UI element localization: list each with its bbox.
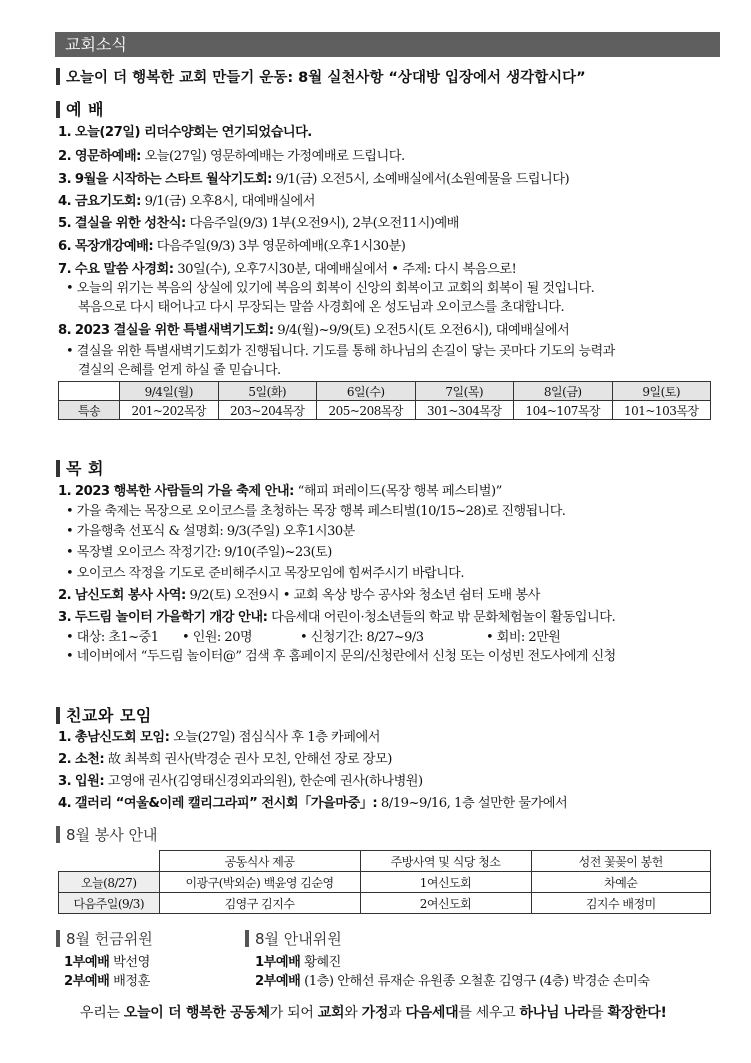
- schedule-day: 9/4일(월): [120, 382, 219, 401]
- pastoral-item-1-note: • 목장별 오이코스 작정기간: 9/10(주일)~23(토): [66, 545, 332, 560]
- service-cell: 김영구 김지수: [159, 893, 360, 914]
- schedule-day: 6일(수): [317, 382, 416, 401]
- service-row-label: 오늘(8/27): [59, 872, 160, 893]
- service-cell: 1여신도회: [360, 872, 531, 893]
- service-row-label: 다음주일(9/3): [59, 893, 160, 914]
- worship-item-3: 3. 9월을 시작하는 스타트 월삭기도회: 9/1(금) 오전5시, 소예배실에서(소원예물을 드립니다): [58, 172, 570, 187]
- worship-item-1: 1. 오늘(27일) 리더수양회는 연기되었습니다.: [58, 125, 312, 140]
- pastoral-item-2: 2. 남신도회 봉사 사역: 9/2(토) 오전9시 • 교회 옥상 방수 공사와 청소년 쉼터 도배 봉사: [58, 588, 540, 603]
- schedule-groups-row: [59, 401, 711, 420]
- worship-item-2: 2. 영문하예배: 오늘(27일) 영문하예배는 가정예배로 드립니다.: [58, 149, 405, 164]
- pastoral-item-3-target: • 대상: 초1~중1: [66, 630, 159, 645]
- fellowship-heading: 친교와 모임: [56, 703, 152, 726]
- table-row: [59, 872, 711, 893]
- finance-second-service: 2부예배 배정훈: [64, 974, 150, 989]
- schedule-day: 7일(목): [415, 382, 514, 401]
- schedule-group: 101~103목장: [612, 401, 711, 420]
- pastoral-item-3-fee: • 회비: 2만원: [486, 630, 561, 645]
- section-marker: [56, 460, 60, 477]
- pastoral-item-1: 1. 2023 행복한 사람들의 가을 축제 안내: “해피 퍼레이드(목장 행복 페스티벌)”: [58, 484, 502, 499]
- section-marker: [56, 707, 60, 724]
- usher-second-service: 2부예배 (1층) 안해선 류재순 유원종 오철훈 김영구 (4층) 박경순 손미숙: [255, 974, 650, 989]
- fellowship-item-2: 2. 소천: 故 최복희 권사(박경순 권사 모친, 안해선 장로 장모): [58, 752, 392, 767]
- service-table: [58, 850, 711, 914]
- service-column-header: 공동식사 제공: [159, 851, 360, 872]
- page-title: 교회소식: [55, 32, 720, 57]
- service-corner: [59, 851, 160, 872]
- closing-statement: 우리는 오늘이 더 행복한 공동체가 되어 교회와 가정과 다음세대를 세우고 하나님 나라를 확장한다!: [80, 1005, 667, 1021]
- schedule-day: 9일(토): [612, 382, 711, 401]
- worship-item-8-note-2: 결실의 은혜를 얻게 하실 줄 믿습니다.: [78, 363, 281, 378]
- finance-heading: 8월 헌금위원: [56, 928, 153, 949]
- pastoral-item-1-note: • 오이코스 작정을 기도로 준비해주시고 목장모임에 힘써주시기 바랍니다.: [66, 566, 464, 581]
- worship-item-7: 7. 수요 말씀 사경회: 30일(수), 오후7시30분, 대예배실에서 • 주제: 다시 복음으로!: [58, 262, 517, 277]
- schedule-day: 8일(금): [514, 382, 613, 401]
- service-column-header: 성전 꽃꽂이 봉헌: [531, 851, 711, 872]
- schedule-group: 201~202목장: [120, 401, 219, 420]
- section-marker: [56, 930, 60, 947]
- service-header-row: [59, 851, 711, 872]
- service-heading: 8월 봉사 안내: [56, 824, 158, 845]
- section-marker: [56, 101, 60, 118]
- pastoral-item-3-people: • 인원: 20명: [182, 630, 253, 645]
- worship-heading: 예 배: [56, 97, 104, 120]
- fellowship-item-4: 4. 갤러리 “여울&이레 캘리그라피” 전시회「가을마중」: 8/19~9/16, 1층 설만한 물가에서: [58, 796, 568, 811]
- service-column-header: 주방사역 및 식당 청소: [360, 851, 531, 872]
- schedule-row-label: 특송: [59, 401, 120, 420]
- schedule-group: 104~107목장: [514, 401, 613, 420]
- pastoral-item-1-note: • 가을 축제는 목장으로 오이코스를 초청하는 목장 행복 페스티벌(10/15~28)로 진행됩니다.: [66, 504, 566, 519]
- worship-item-8-note-1: • 결실을 위한 특별새벽기도회가 진행됩니다. 기도를 통해 하나님의 손길이 닿는 곳마다 기도의 능력과: [66, 344, 615, 359]
- schedule-group: 301~304목장: [415, 401, 514, 420]
- worship-item-7-note-2: 복음으로 다시 태어나고 다시 무장되는 말씀 사경회에 온 성도님과 오이코스를 초대합니다.: [78, 300, 565, 315]
- pastoral-item-3-period: • 신청기간: 8/27~9/3: [300, 630, 424, 645]
- usher-first-service: 1부예배 황혜진: [255, 955, 341, 970]
- pastoral-item-1-note: • 가을행축 선포식 & 설명회: 9/3(주일) 오후1시30분: [66, 524, 355, 539]
- schedule-day: 5일(화): [218, 382, 317, 401]
- service-cell: 차예순: [531, 872, 711, 893]
- pastoral-item-3: 3. 두드림 놀이터 가을학기 개강 안내: 다음세대 어린이·청소년들의 학교 밖 문화체험놀이 활동입니다.: [58, 610, 616, 625]
- schedule-corner: [59, 382, 120, 401]
- schedule-group: 203~204목장: [218, 401, 317, 420]
- usher-heading: 8월 안내위원: [245, 928, 342, 949]
- motto-text: 오늘이 더 행복한 교회 만들기 운동: 8월 실천사항 “상대방 입장에서 생각합시다”: [66, 70, 586, 86]
- service-cell: 이광구(박외순) 백윤영 김순영: [159, 872, 360, 893]
- fellowship-item-3: 3. 입원: 고영애 권사(김영태신경외과의원), 한순예 권사(하나병원): [58, 774, 423, 789]
- worship-item-6: 6. 목장개강예배: 다음주일(9/3) 3부 영문하예배(오후1시30분): [58, 239, 406, 254]
- schedule-group: 205~208목장: [317, 401, 416, 420]
- worship-item-4: 4. 금요기도회: 9/1(금) 오후8시, 대예배실에서: [58, 194, 315, 209]
- section-marker: [56, 68, 60, 85]
- service-cell: 2여신도회: [360, 893, 531, 914]
- worship-item-8: 8. 2023 결실을 위한 특별새벽기도회: 9/4(월)~9/9(토) 오전5시(토 오전6시), 대예배실에서: [58, 323, 570, 338]
- worship-item-5: 5. 결실을 위한 성찬식: 다음주일(9/3) 1부(오전9시), 2부(오전11시)예배: [58, 216, 459, 231]
- pastoral-heading: 목 회: [56, 456, 104, 479]
- worship-item-7-note-1: • 오늘의 위기는 복음의 상실에 있기에 복음의 회복이 신앙의 회복이고 교회의 회복이 될 것입니다.: [66, 281, 595, 296]
- schedule-days-row: [59, 382, 711, 401]
- section-marker: [56, 826, 60, 843]
- service-cell: 김지수 배정미: [531, 893, 711, 914]
- table-row: [59, 893, 711, 914]
- pastoral-item-3-note: • 네이버에서 “두드림 놀이터@” 검색 후 홈페이지 문의/신청란에서 신청 또는 이성빈 전도사에게 신청: [66, 649, 616, 664]
- motto-line: [56, 66, 586, 87]
- fellowship-item-1: 1. 총남신도회 모임: 오늘(27일) 점심식사 후 1층 카페에서: [58, 730, 380, 745]
- special-song-schedule: [58, 381, 711, 420]
- finance-first-service: 1부예배 박선영: [64, 955, 150, 970]
- section-marker: [245, 930, 249, 947]
